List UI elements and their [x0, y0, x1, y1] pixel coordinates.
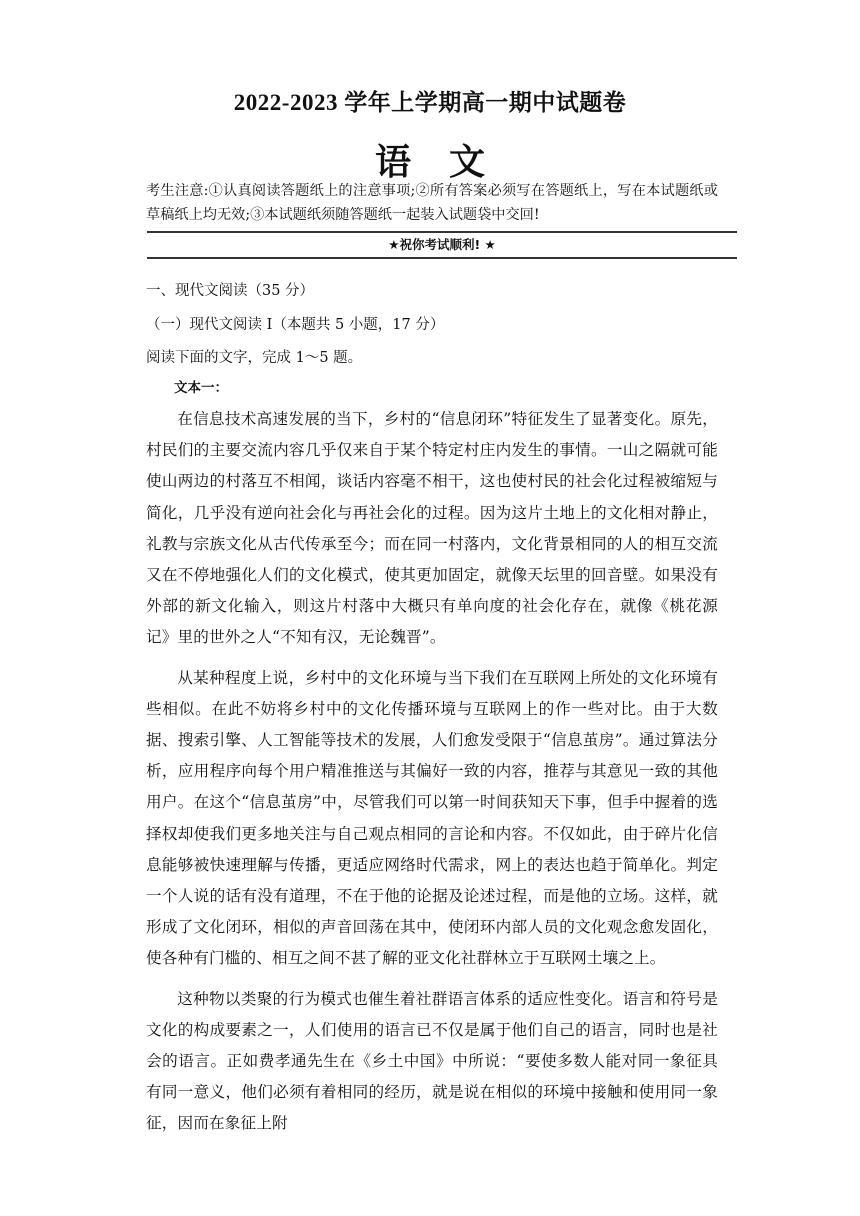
subject-title: 语文	[374, 141, 523, 183]
candidate-notice: 考生注意:①认真阅读答题纸上的注意事项;②所有答案必须写在答题纸上，写在本试题纸或草稿纸上均无效;③本试题纸须随答题纸一起装入试题袋中交回!	[146, 183, 718, 223]
text-one-label: 文本一：	[174, 380, 228, 396]
passage-paragraph-2: 从某种程度上说，乡村中的文化环境与当下我们在互联网上所处的文化环境有些相似。在此不妨将乡村中的文化传播环境与互联网上的作一些对比。由于大数据、搜索引擎、人工智能等技术的发展，人们愈发受限于“信息茧房”。通过算法分析，应用程序向每个用户精准推送与其偏好一致的内容，推荐与其意见一致的其他用户。在这个“信息茧房”中，尽管我们可以第一时间获知天下事，但手中握着的选择权却使我们更多地关注与自己观点相同的言论和内容。不仅如此，由于碎片化信息能够被快速理解与传播，更适应网络时代需求，网上的表达也趋于简单化。判定一个人说的话有没有道理，不在于他的论据及论述过程，而是他的立场。这样，就形成了文化闭环，相似的声音回荡在其中，使闭环内部人员的文化观念愈发固化，使各种有门槛的、相互之间不甚了解的亚文化社群林立于互联网土壤之上。	[146, 668, 718, 968]
divider-bottom	[147, 257, 737, 259]
good-luck-banner: ★祝你考试顺利! ★	[388, 237, 496, 252]
passage-paragraph-3: 这种物以类聚的行为模式也催生着社群语言体系的适应性变化。语言和符号是文化的构成要素之一，人们使用的语言已不仅是属于他们自己的语言，同时也是社会的语言。正如费孝通先生在《乡土中国》中所说：“要使多数人能对同一象征具有同一意义，他们必须有着相同的经历，就是说在相似的环境中接触和使用同一象征，因而在象征上附	[146, 989, 718, 1133]
section-heading: 一、现代文阅读（35 分）	[146, 283, 315, 299]
divider-top	[147, 231, 737, 233]
passage-paragraph-1: 在信息技术高速发展的当下，乡村的“信息闭环”特征发生了显著变化。原先，村民们的主要交流内容几乎仅来自于某个特定村庄内发生的事情。一山之隔就可能使山两边的村落互不相闻，谈话内容毫不相干，这也使村民的社会化过程被缩短与简化，几乎没有逆向社会化与再社会化的过程。因为这片土地上的文化相对静止，礼教与宗族文化从古代传承至今；而在同一村落内，文化背景相同的人的相互交流又在不停地强化人们的文化模式，使其更加固定，就像天坛里的回音壁。如果没有外部的新文化输入，则这片村落中大概只有单向度的社会化存在，就像《桃花源记》里的世外之人“不知有汉，无论魏晋”。	[146, 410, 718, 647]
reading-instruction: 阅读下面的文字，完成 1～5 题。	[146, 350, 363, 366]
reading-passage	[146, 404, 718, 1149]
exam-title: 2022-2023 学年上学期高一期中试题卷	[233, 90, 627, 115]
section-subheading: （一）现代文阅读 I（本题共 5 小题，17 分）	[146, 317, 445, 333]
